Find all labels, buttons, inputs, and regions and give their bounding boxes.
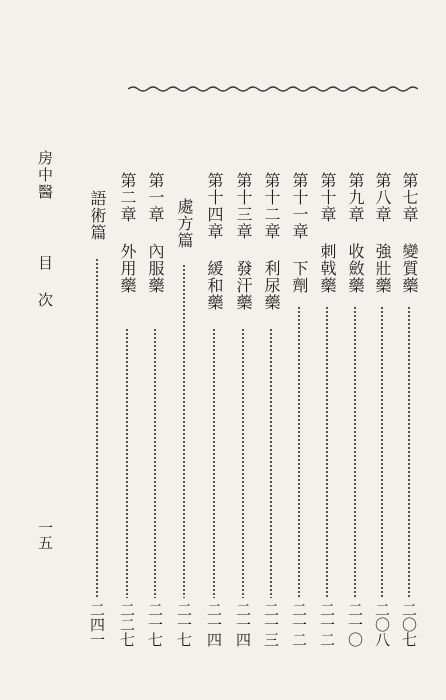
toc-entry-label: 第九章 收斂藥 [346, 172, 365, 294]
toc-entry-page: 二一四 [234, 602, 252, 647]
section-title: 目 次 [36, 255, 54, 309]
toc-entry-page: 二〇七 [400, 602, 418, 647]
toc-entry-page: 二一二 [318, 602, 336, 647]
toc-entry-label: 第十四章 緩和藥 [205, 172, 224, 311]
dot-leader [154, 328, 156, 598]
dot-leader [326, 306, 328, 598]
toc-entry-label: 第二章 外用藥 [118, 172, 137, 294]
toc-entry-page: 二一〇 [346, 602, 364, 647]
toc-entry-page: 二一七 [146, 602, 164, 647]
toc-part-heading: 語術篇 [88, 190, 107, 241]
toc-entry-page: 二一三 [262, 602, 280, 647]
toc-entry-label: 第十章 刺戟藥 [318, 172, 337, 294]
dot-leader [242, 328, 244, 598]
running-header [34, 150, 56, 309]
dot-leader [381, 306, 383, 598]
dot-leader [298, 306, 300, 598]
toc-entry-label: 第十三章 發汗藥 [234, 172, 253, 311]
dot-leader [96, 258, 98, 598]
toc-entry-page: 二四一 [88, 602, 106, 647]
toc-entry-page: 二一四 [205, 602, 223, 647]
toc-entry-label: 第八章 強壯藥 [373, 172, 392, 294]
toc-entry-label: 第一章 內服藥 [146, 172, 165, 294]
page-number: 一五 [36, 520, 54, 550]
toc-entry-page: 二一二 [290, 602, 308, 647]
toc-entry-page: 二一七 [175, 602, 193, 647]
dot-leader [213, 328, 215, 598]
toc-entry-label: 第十一章 下劑 [290, 172, 309, 294]
dot-leader [183, 264, 185, 598]
book-title: 房中醫 [36, 150, 54, 201]
toc-entry-label: 第十二章 利尿藥 [262, 172, 281, 311]
decorative-wavy-rule [128, 84, 418, 94]
dot-leader [354, 306, 356, 598]
dot-leader [126, 328, 128, 598]
toc-entry-page: 二二七 [118, 602, 136, 647]
toc-entry-page: 二〇八 [373, 602, 391, 647]
toc-entry-label: 第七章 變質藥 [400, 172, 419, 294]
dot-leader [270, 328, 272, 598]
dot-leader [408, 306, 410, 598]
toc-part-heading: 處方篇 [175, 198, 194, 249]
